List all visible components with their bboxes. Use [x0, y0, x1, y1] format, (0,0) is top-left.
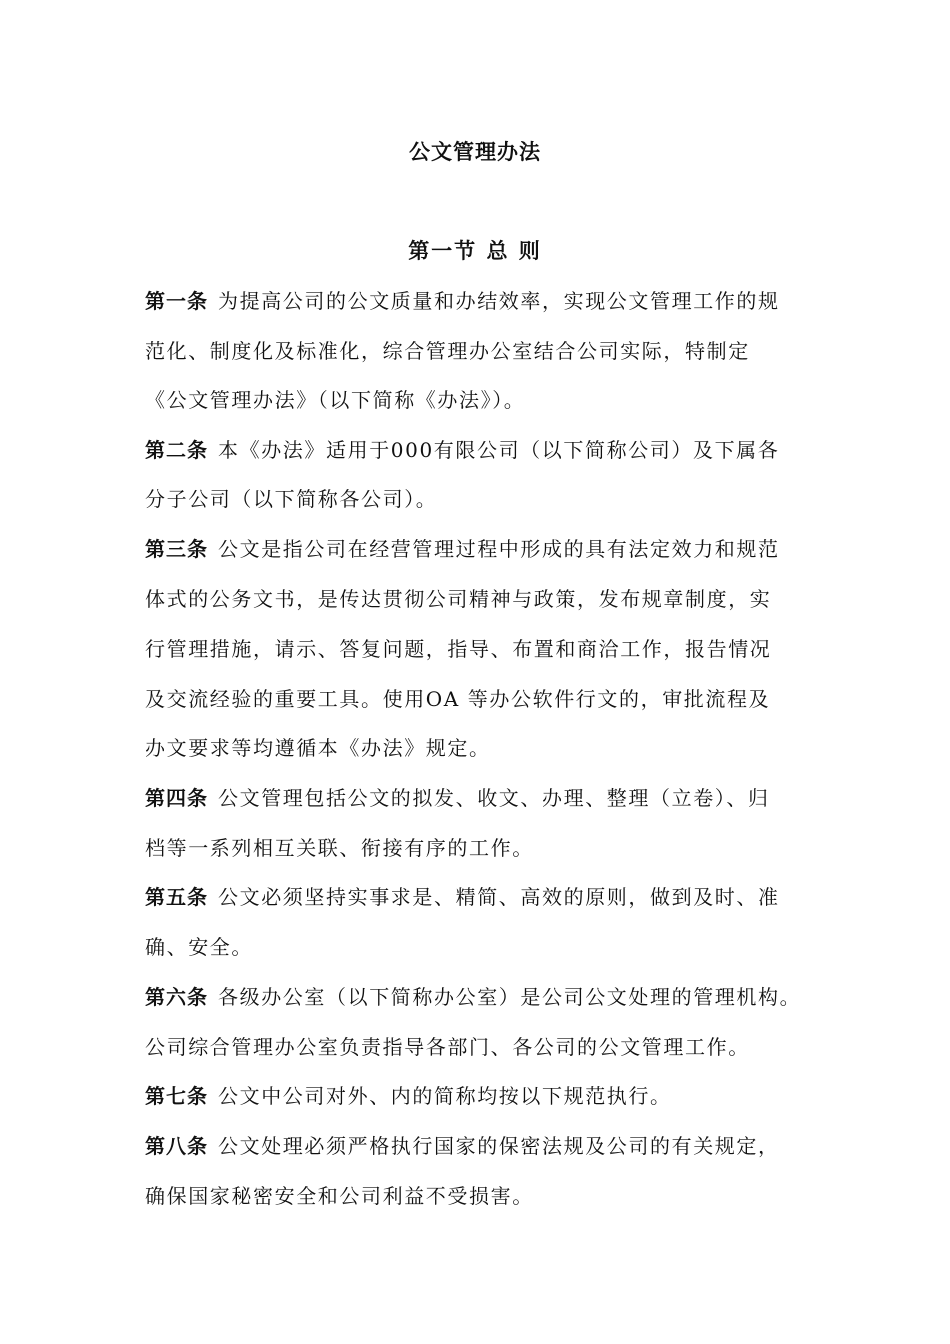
- article-2-text: 本《办法》适用于000有限公司（以下简称公司）及下属各: [218, 438, 780, 462]
- article-6-line-1: [145, 982, 825, 1012]
- article-4-line-1: [145, 783, 825, 813]
- article-3-line-5: 办文要求等均遵循本《办法》规定。: [145, 736, 491, 760]
- article-3-line-2: 体式的公务文书，是传达贯彻公司精神与政策，发布规章制度，实: [145, 587, 772, 611]
- article-4-line-2: 档等一系列相互关联、衔接有序的工作。: [145, 836, 534, 860]
- article-4-text: 公文管理包括公文的拟发、收文、办理、整理（立卷）、归: [218, 786, 770, 810]
- article-2-line-1: [145, 435, 825, 465]
- article-3-line-4: 及交流经验的重要工具。使用OA 等办公软件行文的，审批流程及: [145, 687, 771, 711]
- article-7-text: 公文中公司对外、内的简称均按以下规范执行。: [218, 1084, 672, 1108]
- article-5-line-2: 确、安全。: [145, 935, 253, 959]
- article-5-line-1: [145, 882, 825, 912]
- article-6-text: 各级办公室（以下简称办公室）是公司公文处理的管理机构。: [218, 985, 802, 1009]
- article-6-label: 第六条: [145, 985, 208, 1009]
- article-6-line-2: 公司综合管理办公室负责指导各部门、各公司的公文管理工作。: [145, 1035, 750, 1059]
- article-8-line-2: 确保国家秘密安全和公司利益不受损害。: [145, 1184, 534, 1208]
- article-7-label: 第七条: [145, 1084, 208, 1108]
- article-1-label: 第一条: [145, 289, 208, 313]
- article-1-line-2: 范化、制度化及标准化，综合管理办公室结合公司实际，特制定: [145, 339, 750, 363]
- article-1-line-1: [145, 286, 825, 316]
- article-1-line-3: 《公文管理办法》（以下简称《办法》）。: [145, 388, 526, 412]
- article-2-label: 第二条: [145, 438, 208, 462]
- article-8-line-1: [145, 1131, 825, 1161]
- document-title: 公文管理办法: [409, 139, 541, 164]
- section-title: 第一节 总 则: [408, 238, 542, 263]
- article-3-line-3: 行管理措施，请示、答复问题，指导、布置和商洽工作，报告情况: [145, 637, 772, 661]
- article-7-line-1: [145, 1081, 825, 1111]
- article-3-label: 第三条: [145, 537, 208, 561]
- article-2-line-2: 分子公司（以下简称各公司）。: [145, 487, 438, 511]
- article-8-label: 第八条: [145, 1134, 208, 1158]
- article-8-text: 公文处理必须严格执行国家的保密法规及公司的有关规定，: [218, 1134, 780, 1158]
- article-1-text: 为提高公司的公文质量和办结效率，实现公文管理工作的规: [218, 289, 780, 313]
- article-5-label: 第五条: [145, 885, 208, 909]
- article-3-text: 公文是指公司在经营管理过程中形成的具有法定效力和规范: [218, 537, 780, 561]
- article-5-text: 公文必须坚持实事求是、精简、高效的原则，做到及时、准: [218, 885, 780, 909]
- article-3-line-1: [145, 534, 825, 564]
- article-4-label: 第四条: [145, 786, 208, 810]
